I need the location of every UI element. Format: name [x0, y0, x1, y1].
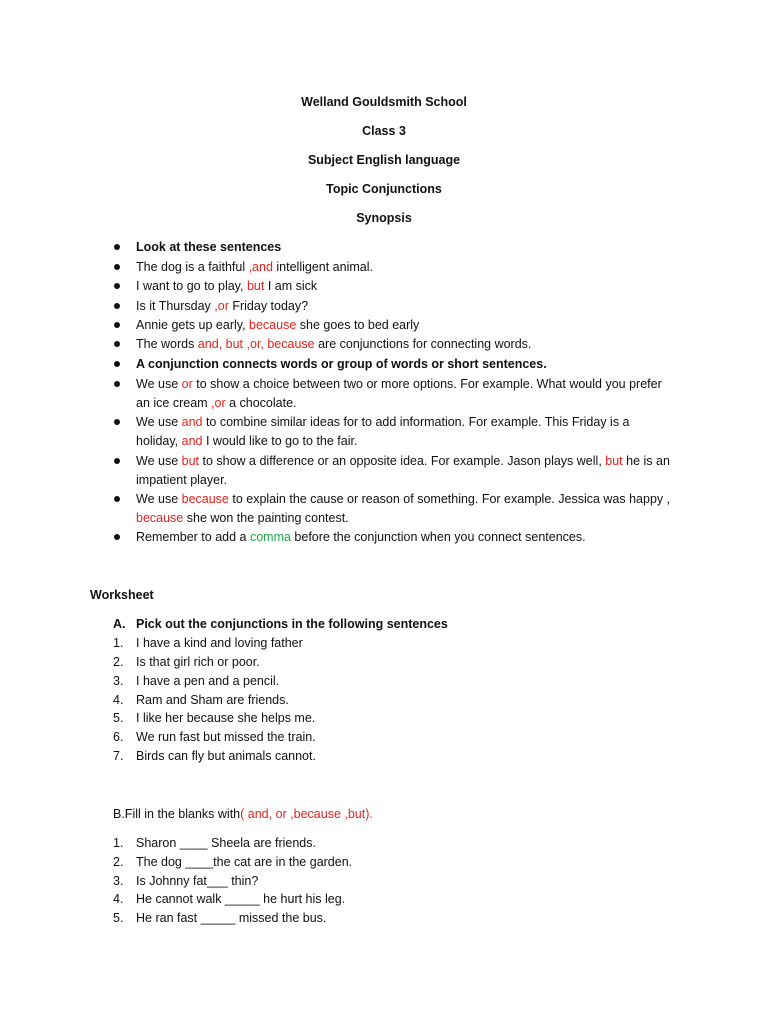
synopsis-bullet-continued: holiday, and I would like to go to the fair. — [136, 434, 358, 448]
part-a-heading: Pick out the conjunctions in the following sentences — [136, 617, 448, 631]
bullet-icon — [114, 534, 120, 540]
part-a-letter: A. — [113, 617, 126, 631]
synopsis-bullet: Remember to add a comma before the conjunction when you connect sentences. — [136, 530, 586, 544]
synopsis-bullet: We use and to combine similar ideas for to add information. For example. This Friday is a — [136, 415, 630, 429]
list-item: Birds can fly but animals cannot. — [136, 749, 316, 763]
list-item: I have a pen and a pencil. — [136, 674, 280, 688]
synopsis-bullet: I want to go to play, but I am sick — [136, 279, 318, 293]
list-item: Ram and Sham are friends. — [136, 693, 289, 707]
synopsis-bullet-continued: because she won the painting contest. — [136, 511, 349, 525]
list-item: He cannot walk _____ he hurt his leg. — [136, 892, 346, 906]
list-item: I have a kind and loving father — [136, 636, 303, 650]
list-item-number: 6. — [113, 730, 124, 744]
synopsis-bullet: A conjunction connects words or group of words or short sentences. — [136, 357, 547, 371]
list-item: We run fast but missed the train. — [136, 730, 316, 744]
list-item: Is that girl rich or poor. — [136, 655, 260, 669]
part-b-options: ( and, or ,because ,but). — [240, 807, 373, 821]
bullet-icon — [114, 458, 120, 464]
list-item-number: 2. — [113, 655, 124, 669]
worksheet-title: Worksheet — [90, 588, 154, 602]
synopsis-bullet: We use but to show a difference or an opposite idea. For example. Jason plays well, but he is an — [136, 454, 670, 468]
bullet-icon — [114, 341, 120, 347]
synopsis-bullet: The dog is a faithful ,and intelligent animal. — [136, 260, 373, 274]
list-item-number: 5. — [113, 911, 124, 925]
synopsis-bullet: We use because to explain the cause or reason of something. For example. Jessica was happy , — [136, 492, 671, 506]
bullet-icon — [114, 303, 120, 309]
synopsis-bullet: Annie gets up early, because she goes to bed early — [136, 318, 420, 332]
list-item-number: 1. — [113, 636, 124, 650]
synopsis-bullet: The words and, but ,or, because are conjunctions for connecting words. — [136, 337, 532, 351]
synopsis-bullet-continued: an ice cream ,or a chocolate. — [136, 396, 297, 410]
bullet-icon — [114, 496, 120, 502]
list-item-number: 3. — [113, 674, 124, 688]
bullet-icon — [114, 283, 120, 289]
part-b-heading: B.Fill in the blanks with( and, or ,because ,but). — [113, 807, 373, 821]
school-name: Welland Gouldsmith School — [301, 95, 467, 109]
list-item-number: 4. — [113, 693, 124, 707]
list-item: Sharon ____ Sheela are friends. — [136, 836, 316, 850]
list-item-number: 7. — [113, 749, 124, 763]
bullet-icon — [114, 244, 120, 250]
list-item: I like her because she helps me. — [136, 711, 316, 725]
list-item-number: 3. — [113, 874, 124, 888]
synopsis-bullet-continued: impatient player. — [136, 473, 228, 487]
list-item: He ran fast _____ missed the bus. — [136, 911, 327, 925]
list-item-number: 5. — [113, 711, 124, 725]
topic-label: Topic Conjunctions — [326, 182, 442, 196]
class-label: Class 3 — [362, 124, 406, 138]
section-label: Synopsis — [356, 211, 412, 225]
synopsis-bullet: We use or to show a choice between two or more options. For example. What would you prefer — [136, 377, 662, 391]
list-item: Is Johnny fat___ thin? — [136, 874, 259, 888]
synopsis-bullet: Look at these sentences — [136, 240, 282, 254]
bullet-icon — [114, 264, 120, 270]
list-item-number: 2. — [113, 855, 124, 869]
list-item-number: 4. — [113, 892, 124, 906]
subject-label: Subject English language — [307, 153, 461, 167]
bullet-icon — [114, 419, 120, 425]
bullet-icon — [114, 381, 120, 387]
list-item: The dog ____the cat are in the garden. — [136, 855, 353, 869]
bullet-icon — [114, 322, 120, 328]
list-item-number: 1. — [113, 836, 124, 850]
synopsis-bullet: Is it Thursday ,or Friday today? — [136, 299, 309, 313]
bullet-icon — [114, 361, 120, 367]
